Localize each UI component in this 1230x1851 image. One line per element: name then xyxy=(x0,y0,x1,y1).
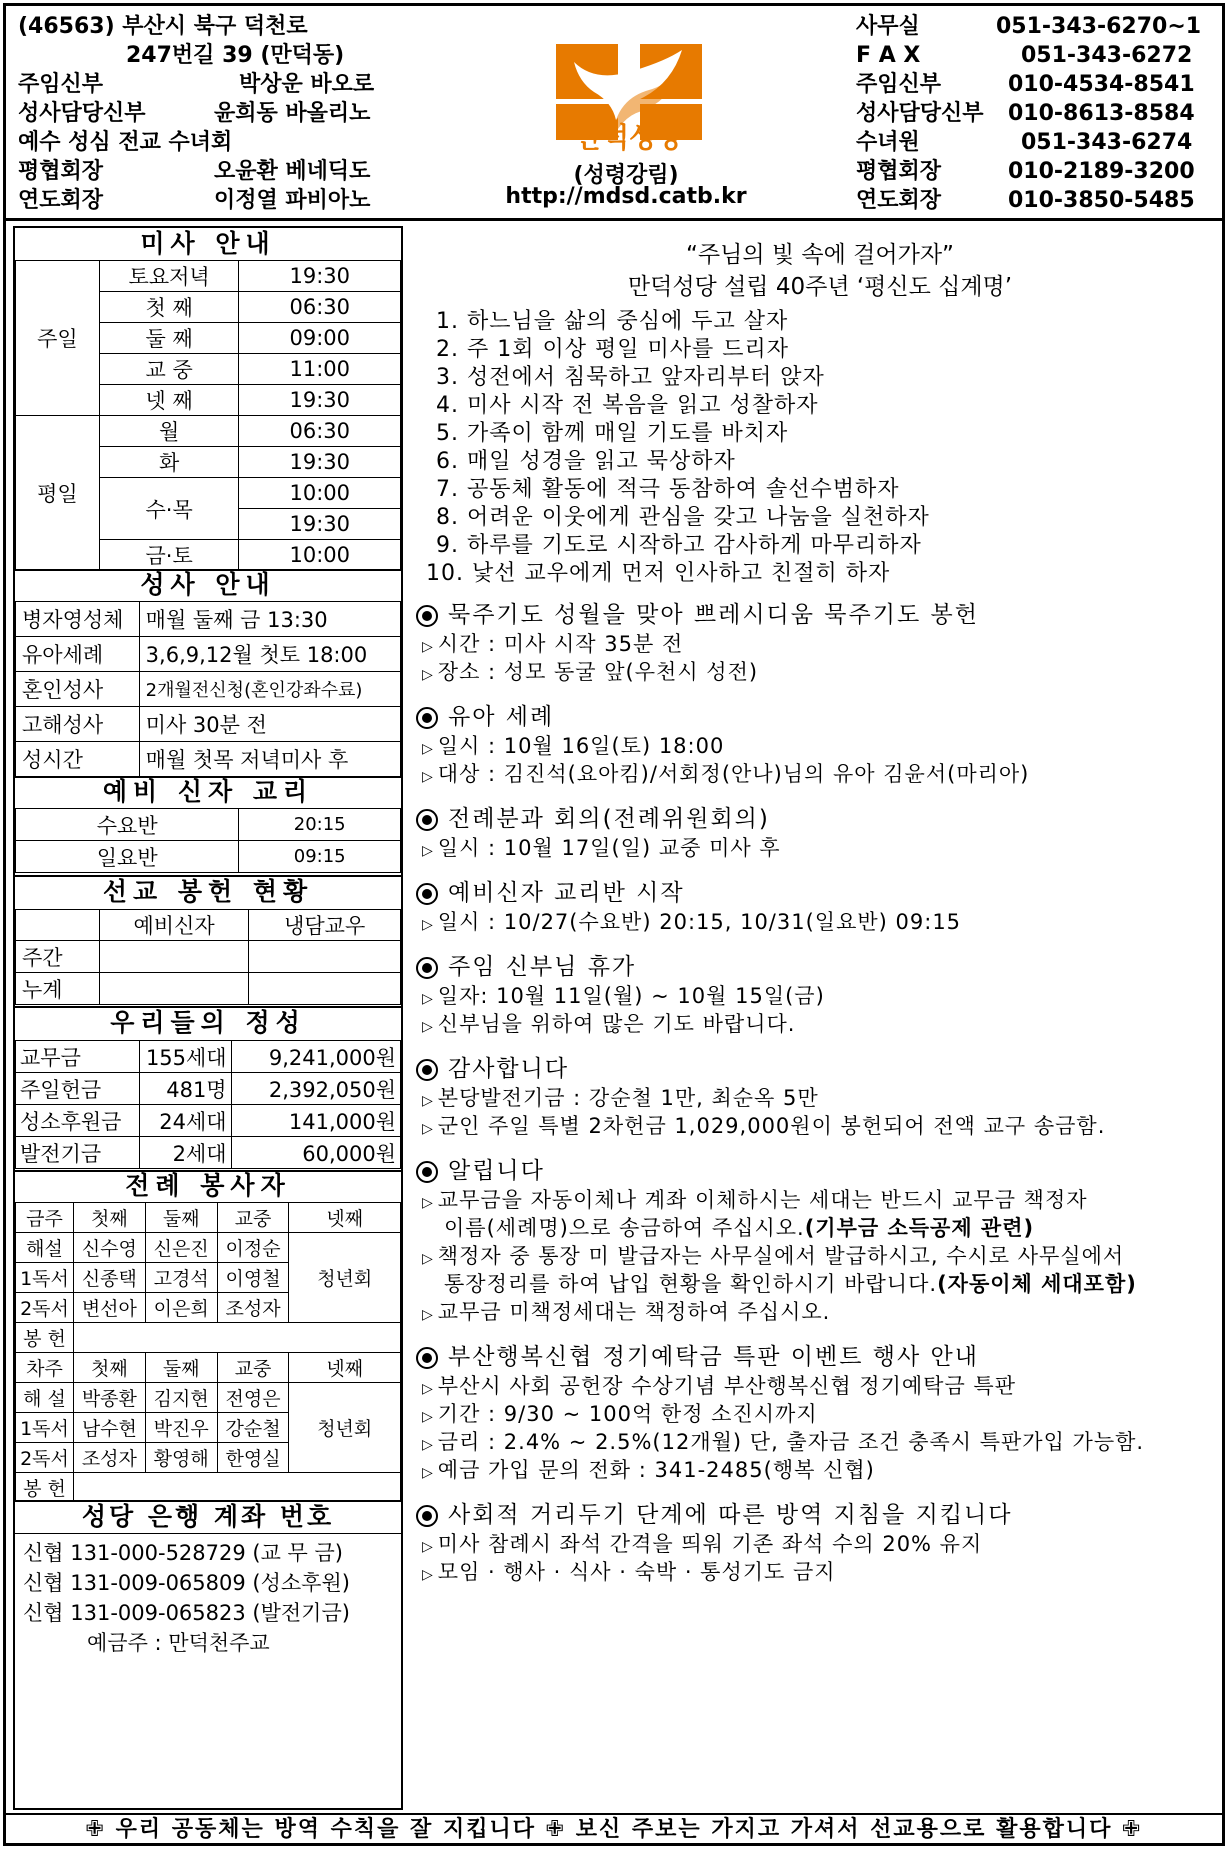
item-text: 일시 : 10월 16일(토) 18:00 xyxy=(437,734,725,758)
offering-name: 주일헌금 xyxy=(16,1073,140,1105)
mass-name: 넷 째 xyxy=(99,385,239,416)
sacrament-time: 2개월전신청(혼인강좌수료) xyxy=(139,672,400,707)
volunteer-name: 한영실 xyxy=(217,1443,289,1473)
liturgy-title: 전례 봉사자 xyxy=(15,1172,401,1200)
volunteer-name: 김지현 xyxy=(145,1383,217,1413)
mission-col: 예비신자 xyxy=(99,910,249,941)
triangle-icon: ▷ xyxy=(422,1539,434,1555)
bank-account: 신협 131-009-065809 (성소후원) xyxy=(23,1571,350,1595)
mass-day: 화 xyxy=(99,447,239,478)
notice-item xyxy=(422,1370,1016,1400)
mass-time: 10:00 xyxy=(239,540,401,571)
triangle-icon: ▷ xyxy=(422,1381,434,1397)
fax-label: F A X xyxy=(856,43,921,68)
offering-count: 2세대 xyxy=(139,1137,231,1169)
item-text: 교무금 미책정세대는 책정하여 주십시오. xyxy=(437,1300,831,1324)
notice-title: 알립니다 xyxy=(448,1158,545,1184)
triangle-icon: ▷ xyxy=(422,1437,434,1453)
bullet-icon xyxy=(416,809,438,831)
offering-title: 우리들의 정성 xyxy=(15,1008,401,1038)
volunteer-name: 고경석 xyxy=(145,1263,217,1293)
council-role: 평협회장 xyxy=(18,159,104,184)
notice-vacation xyxy=(416,948,636,981)
triangle-icon: ▷ xyxy=(422,917,434,933)
commandment: 3. 성전에서 침묵하고 앞자리부터 앉자 xyxy=(436,365,825,390)
volunteer-name: 신은진 xyxy=(145,1233,217,1263)
triangle-icon: ▷ xyxy=(422,769,434,785)
mission-row-label: 누계 xyxy=(16,973,100,1005)
item-text: 책정자 중 통장 미 발급자는 사무실에서 발급하시고, 수시로 사무실에서 xyxy=(437,1244,1125,1268)
mass-name: 첫 째 xyxy=(99,292,239,323)
cross-icon: ✙ xyxy=(1122,1817,1143,1842)
pastor-role: 주임신부 xyxy=(18,72,104,97)
triangle-icon: ▷ xyxy=(422,1121,434,1137)
sacrament-name: 유아세례 xyxy=(16,637,140,672)
funeral-name: 이정열 파비아노 xyxy=(214,188,371,213)
triangle-icon: ▷ xyxy=(422,1567,434,1583)
liturgy-head: 넷째 xyxy=(289,1353,401,1383)
sacrament-time: 미사 30분 전 xyxy=(139,707,400,742)
item-text: 부산시 사회 공헌장 수상기념 부산행복신협 정기예탁금 특판 xyxy=(437,1374,1016,1398)
notice-item xyxy=(422,1082,819,1112)
liturgy-role: 2독서 xyxy=(16,1443,74,1473)
notice-distancing xyxy=(416,1496,1012,1529)
bullet-icon xyxy=(416,883,438,905)
sacrament-time: 3,6,9,12월 첫토 18:00 xyxy=(139,637,400,672)
mission-table xyxy=(15,909,401,1005)
bank-list xyxy=(23,1538,350,1658)
class-name: 수요반 xyxy=(16,809,239,841)
liturgy-role: 1독서 xyxy=(16,1413,74,1443)
mass-time: 06:30 xyxy=(239,416,401,447)
notice-item xyxy=(422,656,758,686)
notice-item xyxy=(422,1110,1105,1140)
bullet-icon xyxy=(416,707,438,729)
mass-name: 둘 째 xyxy=(99,323,239,354)
office-phone: 051-343-6270~1 xyxy=(996,14,1202,39)
notice-item xyxy=(422,1398,818,1428)
item-text: 대상 : 김진석(요아킴)/서회정(안나)님의 유아 김윤서(마리아) xyxy=(437,762,1030,786)
weekday-label: 평일 xyxy=(16,416,100,571)
volunteer-name: 전영은 xyxy=(217,1383,289,1413)
footer-text: 보신 주보는 가지고 가셔서 선교용으로 활용합니다 xyxy=(575,1817,1113,1842)
offering-name: 성소후원금 xyxy=(16,1105,140,1137)
mass-time: 19:30 xyxy=(239,261,401,292)
parish-url[interactable]: http://mdsd.catb.kr xyxy=(505,184,747,209)
item-text: 일시 : 10/27(수요반) 20:15, 10/31(일요반) 09:15 xyxy=(437,910,962,934)
liturgy-role: 해설 xyxy=(16,1233,74,1263)
mass-time: 19:30 xyxy=(239,385,401,416)
notice-catechism xyxy=(416,874,685,907)
liturgy-head: 둘째 xyxy=(145,1203,217,1233)
liturgy-head: 첫째 xyxy=(73,1203,145,1233)
commandments-title: 만덕성당 설립 40주년 ‘평신도 십계명’ xyxy=(627,274,1013,300)
address-line-1: (46563) 부산시 북구 덕천로 xyxy=(18,14,308,39)
notice-item xyxy=(422,1296,830,1326)
volunteer-name: 이영철 xyxy=(217,1263,289,1293)
cross-icon: ✙ xyxy=(545,1817,567,1842)
sacraments-title: 성사 안내 xyxy=(15,571,401,599)
notice-item xyxy=(422,980,825,1010)
notice-title: 감사합니다 xyxy=(448,1056,570,1082)
item-text-bold: (기부금 소득공제 관련) xyxy=(804,1216,1035,1240)
mass-time: 09:00 xyxy=(239,323,401,354)
notice-item xyxy=(422,1454,875,1484)
notice-title: 사회적 거리두기 단계에 따른 방역 지침을 지킵니다 xyxy=(448,1502,1013,1528)
confessor-name: 윤희동 바올리노 xyxy=(214,101,371,126)
item-text: 교무금을 자동이체나 계좌 이체하시는 세대는 반드시 교무금 책정자 xyxy=(437,1188,1088,1212)
notice-item xyxy=(422,1556,836,1586)
bullet-icon xyxy=(416,1347,438,1369)
funeral-phone-label: 연도회장 xyxy=(856,188,942,213)
funeral-role: 연도회장 xyxy=(18,188,104,213)
item-text: 본당발전기금 : 강순철 1만, 최순옥 5만 xyxy=(437,1086,819,1110)
mass-time: 19:30 xyxy=(239,447,401,478)
sacrament-time: 매월 둘째 금 13:30 xyxy=(139,602,400,637)
sunday-label: 주일 xyxy=(16,261,100,416)
quote-title: “주님의 빛 속에 걸어가자” xyxy=(686,242,954,268)
address-line-2: 247번길 39 (만덕동) xyxy=(126,43,345,68)
catechism-table xyxy=(15,808,401,873)
footer-text: 우리 공동체는 방역 수칙을 잘 지킵니다 xyxy=(115,1817,536,1842)
item-text: 장소 : 성모 동굴 앞(우천시 성전) xyxy=(437,660,759,684)
bank-account: 신협 131-009-065823 (발전기금) xyxy=(23,1601,350,1625)
item-text: 모임 · 행사 · 식사 · 숙박 · 통성기도 금지 xyxy=(437,1560,836,1584)
item-text: 시간 : 미사 시작 35분 전 xyxy=(437,632,684,656)
notice-title: 주임 신부님 휴가 xyxy=(448,954,637,980)
triangle-icon: ▷ xyxy=(422,1093,434,1109)
notice-credit-union xyxy=(416,1338,979,1371)
sacrament-name: 혼인성사 xyxy=(16,672,140,707)
confessor-phone-label: 성사담당신부 xyxy=(856,101,984,126)
notice-title: 묵주기도 성월을 맞아 쁘레시디움 묵주기도 봉헌 xyxy=(448,602,979,628)
footer-banner xyxy=(6,1813,1222,1845)
notice-item xyxy=(422,758,1029,788)
sacrament-time: 매월 첫목 저녁미사 후 xyxy=(139,742,400,777)
bullet-icon xyxy=(416,1161,438,1183)
liturgy-role: 봉 헌 xyxy=(16,1323,74,1353)
notice-title: 예비신자 교리반 시작 xyxy=(448,880,685,906)
youth-group: 청년회 xyxy=(289,1233,401,1323)
item-text: 군인 주일 특별 2차헌금 1,029,000원이 봉헌되어 전액 교구 송금함. xyxy=(437,1114,1106,1138)
volunteer-name: 변선아 xyxy=(73,1293,145,1323)
triangle-icon: ▷ xyxy=(422,639,434,655)
liturgy-this-week-table xyxy=(15,1202,401,1353)
mission-row-label: 주간 xyxy=(16,941,100,973)
bullet-icon xyxy=(416,1505,438,1527)
pastor-name: 박상운 바오로 xyxy=(239,72,375,97)
left-info-column xyxy=(13,226,403,1810)
offering-amount: 60,000원 xyxy=(231,1137,400,1169)
liturgy-head: 넷째 xyxy=(289,1203,401,1233)
triangle-icon: ▷ xyxy=(422,1307,434,1323)
class-time: 09:15 xyxy=(239,841,401,873)
liturgy-next-week-table xyxy=(15,1352,401,1503)
volunteer-name: 조성자 xyxy=(73,1443,145,1473)
volunteer-name: 이정순 xyxy=(217,1233,289,1263)
commandment: 2. 주 1회 이상 평일 미사를 드리자 xyxy=(436,337,789,362)
triangle-icon: ▷ xyxy=(422,741,434,757)
bullet-icon xyxy=(416,957,438,979)
cross-icon: ✙ xyxy=(85,1817,106,1842)
item-text: 일시 : 10월 17일(일) 교중 미사 후 xyxy=(437,836,781,860)
item-text: 기간 : 9/30 ~ 100억 한정 소진시까지 xyxy=(437,1402,818,1426)
item-text-bold: (자동이체 세대포함) xyxy=(937,1272,1137,1296)
notice-item xyxy=(422,1184,1088,1214)
volunteer-name: 박종환 xyxy=(73,1383,145,1413)
notice-item xyxy=(422,1240,1124,1270)
commandment: 10. 낯선 교우에게 먼저 인사하고 친절히 하자 xyxy=(426,561,891,586)
offering-amount: 141,000원 xyxy=(231,1105,400,1137)
liturgy-head: 교중 xyxy=(217,1203,289,1233)
feast-subtitle: (성령강림) xyxy=(573,163,679,188)
council-name: 오윤환 베네딕도 xyxy=(214,159,371,184)
triangle-icon: ▷ xyxy=(422,991,434,1007)
mass-title: 미사 안내 xyxy=(15,230,401,258)
mass-name: 토요저녁 xyxy=(99,261,239,292)
bullet-icon xyxy=(416,605,438,627)
commandment: 6. 매일 성경을 읽고 묵상하자 xyxy=(436,449,736,474)
notice-item xyxy=(444,1212,1034,1242)
bulletin-page xyxy=(3,3,1225,1846)
liturgy-head: 둘째 xyxy=(145,1353,217,1383)
mass-day: 금·토 xyxy=(99,540,239,571)
volunteer-name: 신종택 xyxy=(73,1263,145,1293)
triangle-icon: ▷ xyxy=(422,843,434,859)
office-label: 사무실 xyxy=(856,14,920,39)
volunteer-name: 박진우 xyxy=(145,1413,217,1443)
confessor-phone: 010-8613-8584 xyxy=(1008,101,1195,126)
notice-title: 유아 세례 xyxy=(448,704,555,730)
notice-thanks xyxy=(416,1050,569,1083)
commandment: 5. 가족이 함께 매일 기도를 바치자 xyxy=(436,421,789,446)
mission-title: 선교 봉헌 현황 xyxy=(15,877,401,907)
sacrament-name: 고해성사 xyxy=(16,707,140,742)
liturgy-head: 금주 xyxy=(16,1203,74,1233)
mass-day: 월 xyxy=(99,416,239,447)
notice-item xyxy=(422,628,683,658)
mass-time: 11:00 xyxy=(239,354,401,385)
liturgy-role: 2독서 xyxy=(16,1293,74,1323)
notice-announce xyxy=(416,1152,545,1185)
mass-time: 19:30 xyxy=(239,509,401,540)
item-text: 금리 : 2.4% ~ 2.5%(12개월) 단, 출자금 조건 충족시 특판가입 가능함. xyxy=(437,1430,1145,1454)
notice-item xyxy=(422,1426,1144,1456)
liturgy-head: 차주 xyxy=(16,1353,74,1383)
notice-item xyxy=(422,906,961,936)
bank-account: 신협 131-000-528729 (교 무 금) xyxy=(23,1541,344,1565)
liturgy-head: 첫째 xyxy=(73,1353,145,1383)
item-text: 일자: 10월 11일(월) ~ 10월 15일(금) xyxy=(437,984,825,1008)
notice-rosary xyxy=(416,596,979,629)
mass-day: 수·목 xyxy=(99,478,239,540)
notice-liturgy-meeting xyxy=(416,800,770,833)
notice-item xyxy=(422,1528,982,1558)
confessor-role: 성사담당신부 xyxy=(18,101,146,126)
fax-number: 051-343-6272 xyxy=(1021,43,1193,68)
triangle-icon: ▷ xyxy=(422,1251,434,1267)
notice-item xyxy=(422,832,781,862)
account-holder: 예금주 : 만덕천주교 xyxy=(87,1631,270,1655)
liturgy-head: 교중 xyxy=(217,1353,289,1383)
triangle-icon: ▷ xyxy=(422,1195,434,1211)
parish-name-logo: 만덕성당 xyxy=(574,121,684,154)
sisters-label: 예수 성심 전교 수녀회 xyxy=(18,130,233,155)
notice-title: 전례분과 회의(전례위원회의) xyxy=(448,806,770,832)
commandment: 9. 하루를 기도로 시작하고 감사하게 마무리하자 xyxy=(436,533,922,558)
convent-phone: 051-343-6274 xyxy=(1021,130,1193,155)
convent-label: 수녀원 xyxy=(856,130,920,155)
mass-time: 06:30 xyxy=(239,292,401,323)
offering-count: 24세대 xyxy=(139,1105,231,1137)
triangle-icon: ▷ xyxy=(422,1019,434,1035)
triangle-icon: ▷ xyxy=(422,1465,434,1481)
funeral-phone: 010-3850-5485 xyxy=(1008,188,1195,213)
item-text: 신부님을 위하여 많은 기도 바랍니다. xyxy=(437,1012,796,1036)
pastor-phone-label: 주임신부 xyxy=(856,72,942,97)
offering-amount: 2,392,050원 xyxy=(231,1073,400,1105)
triangle-icon: ▷ xyxy=(422,1409,434,1425)
notice-title: 부산행복신협 정기예탁금 특판 이벤트 행사 안내 xyxy=(448,1344,979,1370)
offering-name: 교무금 xyxy=(16,1041,140,1073)
mass-schedule-table xyxy=(15,260,401,571)
offering-count: 481명 xyxy=(139,1073,231,1105)
liturgy-role: 봉 헌 xyxy=(16,1473,74,1503)
volunteer-name: 강순철 xyxy=(217,1413,289,1443)
volunteer-name: 신수영 xyxy=(73,1233,145,1263)
item-text: 이름(세례명)으로 송금하여 주십시오. xyxy=(444,1216,805,1240)
offering-table xyxy=(15,1040,401,1169)
volunteer-name: 황영해 xyxy=(145,1443,217,1473)
sacraments-table xyxy=(15,601,401,777)
sacrament-name: 병자영성체 xyxy=(16,602,140,637)
offering-amount: 9,241,000원 xyxy=(231,1041,400,1073)
commandment: 7. 공동체 활동에 적극 동참하여 솔선수범하자 xyxy=(436,477,900,502)
commandment: 8. 어려운 이웃에게 관심을 갖고 나눔을 실천하자 xyxy=(436,505,930,530)
youth-group: 청년회 xyxy=(289,1383,401,1473)
class-time: 20:15 xyxy=(239,809,401,841)
council-phone-label: 평협회장 xyxy=(856,159,942,184)
volunteer-name: 남수현 xyxy=(73,1413,145,1443)
mass-name: 교 중 xyxy=(99,354,239,385)
offering-name: 발전기금 xyxy=(16,1137,140,1169)
class-name: 일요반 xyxy=(16,841,239,873)
council-phone: 010-2189-3200 xyxy=(1008,159,1195,184)
volunteer-name: 조성자 xyxy=(217,1293,289,1323)
item-text: 미사 참례시 좌석 간격을 띄워 기존 좌석 수의 20% 유지 xyxy=(437,1532,983,1556)
triangle-icon: ▷ xyxy=(422,667,434,683)
notice-item xyxy=(444,1268,1137,1298)
mission-col: 냉담교우 xyxy=(249,910,401,941)
catechism-title: 예비 신자 교리 xyxy=(15,778,401,806)
item-text: 예금 가입 문의 전화 : 341-2485(행복 신협) xyxy=(437,1458,875,1482)
bullet-icon xyxy=(416,1059,438,1081)
header xyxy=(6,6,1222,221)
commandment: 4. 미사 시작 전 복음을 읽고 성찰하자 xyxy=(436,393,819,418)
item-text: 통장정리를 하여 납입 현황을 확인하시기 바랍니다. xyxy=(444,1272,938,1296)
offering-count: 155세대 xyxy=(139,1041,231,1073)
sacrament-name: 성시간 xyxy=(16,742,140,777)
liturgy-role: 해 설 xyxy=(16,1383,74,1413)
commandment: 1. 하느님을 삶의 중심에 두고 살자 xyxy=(436,309,789,334)
notice-baptism xyxy=(416,698,554,731)
notice-item xyxy=(422,730,724,760)
notice-item xyxy=(422,1008,795,1038)
mass-time: 10:00 xyxy=(239,478,401,509)
pastor-phone: 010-4534-8541 xyxy=(1008,72,1195,97)
liturgy-role: 1독서 xyxy=(16,1263,74,1293)
volunteer-name: 이은희 xyxy=(145,1293,217,1323)
bank-title: 성당 은행 계좌 번호 xyxy=(15,1502,401,1532)
